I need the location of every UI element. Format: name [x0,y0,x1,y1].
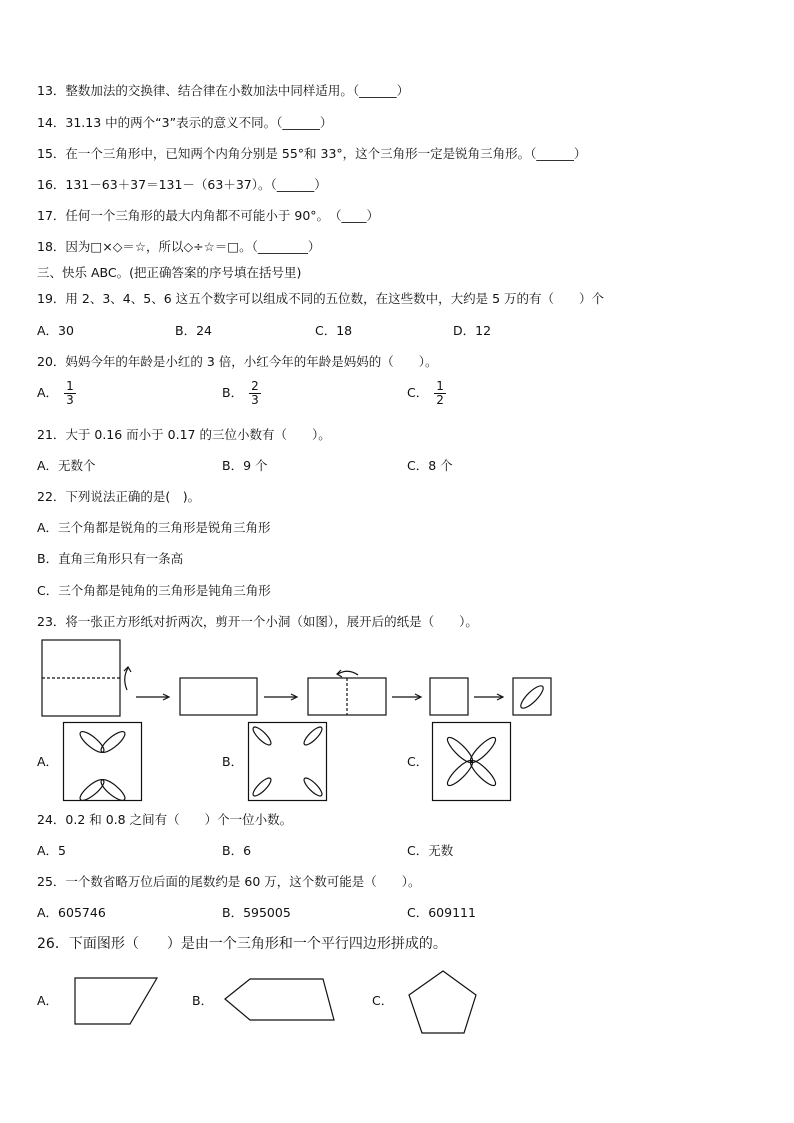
cut-hole [518,683,546,711]
q20-option-c-label: C． [407,385,429,400]
q20-a-denominator: 3 [66,393,74,407]
q21-stem: 21．大于 0.16 而小于 0.17 的三位小数有（ ）。 [37,427,331,442]
q22-option-a: A．三个角都是锐角的三角形是锐角三角形 [37,520,271,535]
folded-rectangle [180,678,257,715]
fold-up-arrow [125,668,128,690]
q25-option-a: A．605746 [37,905,106,920]
q20-option-b-label: B． [222,385,244,400]
q20-option-a-label: A． [37,385,59,400]
q23-option-c-figure [432,722,511,801]
q20-b-numerator: 2 [251,379,259,393]
q26-option-b: B． [192,993,214,1008]
q20-b-denominator: 3 [251,393,259,407]
q26-option-c: C． [372,993,394,1008]
q20-option-b [222,380,261,407]
q25-option-c: C．609111 [407,905,476,920]
q26-option-a: A． [37,993,59,1008]
q22-option-b: B．直角三角形只有一条高 [37,551,184,566]
q19-stem: 19．用 2、3、4、5、6 这五个数字可以组成不同的五位数，在这些数中，大约是 5 万的有（ ）个 [37,291,605,306]
q24-option-b: B．6 [222,843,252,858]
section-3-heading: 三、快乐 ABC。(把正确答案的序号填在括号里) [37,265,302,280]
q25-stem: 25．一个数省略万位后面的尾数约是 60 万，这个数可能是（ ）。 [37,874,421,889]
q16: 16．131－63＋37＝131－（63＋37）。（______） [37,177,327,192]
q20-fraction-a [64,380,76,407]
q23-option-c: C． [407,754,429,769]
fold-left-arrow [338,671,358,675]
q26-option-a-parallelogram [74,977,158,1025]
q23-stem: 23．将一张正方形纸对折两次，剪开一个小洞（如图），展开后的纸是（ ）。 [37,614,478,629]
q23-option-a-figure [63,722,142,801]
q20-c-denominator: 2 [436,393,444,407]
q19-option-a: A．30 [37,323,74,338]
q17: 17．任何一个三角形的最大内角都不可能小于 90°。 （____） [37,208,380,223]
q19-option-d: D．12 [453,323,492,338]
q18: 18．因为□×◇＝☆，所以◇÷☆＝□。（________） [37,239,321,254]
q20-a-numerator: 1 [66,379,74,393]
q20-stem: 20．妈妈今年的年龄是小红的 3 倍，小红今年的年龄是妈妈的（ ）。 [37,354,438,369]
folding-process-diagram [0,630,794,730]
q21-option-c: C．8 个 [407,458,453,473]
q22-option-c: C．三个角都是钝角的三角形是钝角三角形 [37,583,271,598]
q20-option-c [407,380,446,407]
q26-option-b-pentagon [224,978,336,1022]
q22-stem: 22．下列说法正确的是( )。 [37,489,201,504]
q26-option-c-regular-pentagon [408,970,478,1034]
q20-fraction-c [434,380,446,407]
q19-option-c: C．18 [315,323,353,338]
cut-square [513,678,551,715]
q20-fraction-b [249,380,261,407]
q21-option-a: A．无数个 [37,458,96,473]
q13: 13．整数加法的交换律、结合律在小数加法中同样适用。（______） [37,83,410,98]
q19-option-b: B．24 [175,323,212,338]
q24-option-c: C．无数 [407,843,454,858]
q20-option-a [37,380,76,407]
q26-stem: 26．下面图形（ ）是由一个三角形和一个平行四边形拼成的。 [37,936,447,952]
q25-option-b: B．595005 [222,905,291,920]
q23-option-b: B． [222,754,244,769]
q21-option-b: B．9 个 [222,458,268,473]
q24-stem: 24．0.2 和 0.8 之间有（ ）个一位小数。 [37,812,293,827]
folded-square [430,678,468,715]
q14: 14．31.13 中的两个“3”表示的意义不同。（______） [37,115,333,130]
q20-c-numerator: 1 [436,379,444,393]
q23-option-b-figure [248,722,327,801]
q23-option-a: A． [37,754,59,769]
q24-option-a: A．5 [37,843,67,858]
q15: 15．在一个三角形中，已知两个内角分别是 55°和 33°，这个三角形一定是锐角三角形。（______） [37,146,587,161]
